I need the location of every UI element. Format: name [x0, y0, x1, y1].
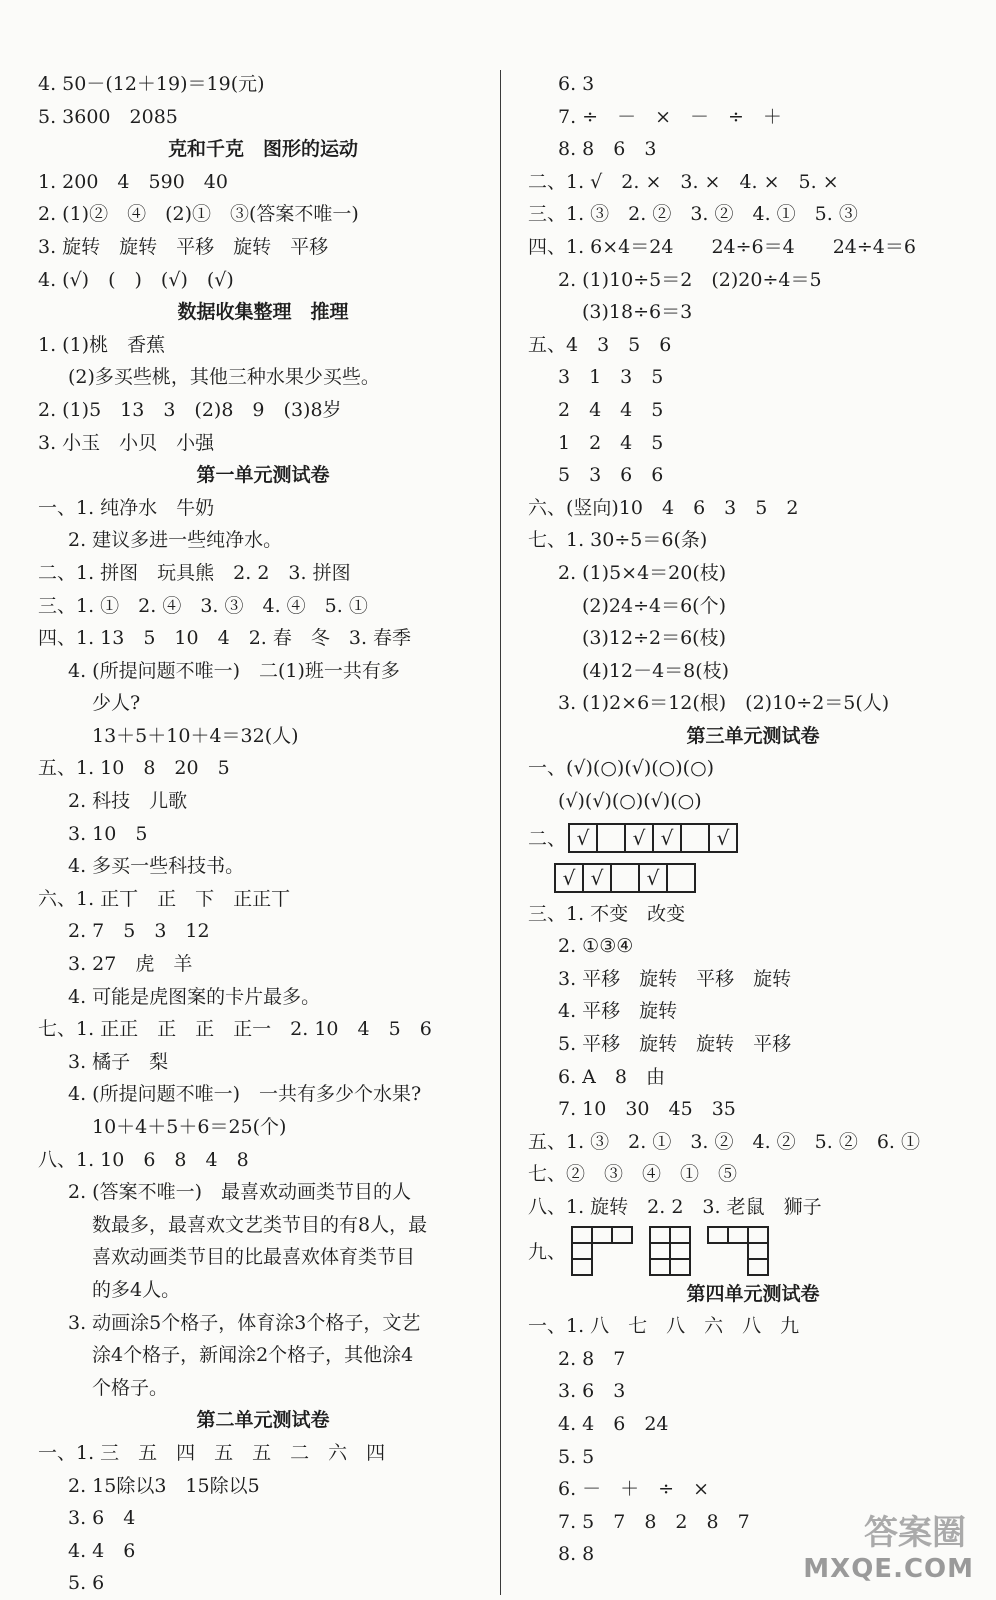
answer-line: 3. 27 虎 羊	[68, 953, 193, 976]
answer-line: 5. 6	[68, 1572, 105, 1595]
answer-line: 4. (√) ( ) (√) (√)	[38, 268, 234, 291]
answer-line: 3. 橘子 梨	[68, 1050, 169, 1073]
cube-net-figure-2	[648, 1225, 692, 1277]
answer-line: 二、1. 拼图 玩具熊 2. 2 3. 拼图	[38, 561, 351, 584]
answer-line: 2. (1)10÷5＝2 (2)20÷4＝5	[558, 268, 822, 291]
left-column	[38, 68, 488, 1600]
answer-line: 四、1. 13 5 10 4 2. 春 冬 3. 春季	[38, 627, 412, 650]
answer-line: 一、1. 八 七 八 六 八 九	[528, 1315, 800, 1338]
answer-box: √	[568, 823, 598, 853]
section-heading: 数据收集整理 推理	[177, 301, 349, 324]
answer-box	[610, 863, 640, 893]
answer-line: 三、1. 不变 改变	[528, 902, 686, 925]
answer-line: 一、(√)(○)(√)(○)(○)	[528, 757, 715, 780]
net-figures-row	[528, 1224, 978, 1278]
answer-line: 3. 平移 旋转 平移 旋转	[558, 967, 792, 990]
answer-line: 3. 小玉 小贝 小强	[38, 431, 215, 454]
answer-line: 七、1. 正正 正 正 正一 2. 10 4 5 6	[38, 1018, 432, 1041]
answer-line: 4. 平移 旋转	[558, 1000, 678, 1023]
answer-line: 2. 15除以3 15除以5	[68, 1474, 260, 1497]
answer-line: 3. 动画涂5个格子，体育涂3个格子，文艺	[68, 1311, 421, 1334]
answer-line: (2)24÷4＝6(个)	[582, 594, 727, 617]
answer-line: 六、1. 正丅 正 下 正正丅	[38, 887, 291, 910]
answer-line: 六、(竖向)10 4 6 3 5 2	[528, 496, 799, 519]
answer-line: (√)(√)(○)(√)(○)	[558, 790, 702, 813]
answer-line: 8. 8	[558, 1543, 595, 1566]
answer-line: 少人?	[92, 692, 141, 715]
answer-line: (3)18÷6＝3	[582, 301, 693, 324]
answer-line: (4)12－4＝8(枝)	[582, 659, 730, 682]
answer-line: 5. 3600 2085	[38, 105, 178, 128]
answer-line: 个格子。	[92, 1376, 169, 1399]
answer-line: (2)多买些桃，其他三种水果少买些。	[68, 366, 380, 389]
answer-line: 2. (1)5×4＝20(枝)	[558, 561, 727, 584]
answer-box	[596, 823, 626, 853]
answer-line: 6. A 8 由	[558, 1065, 665, 1088]
answer-line: (3)12÷2＝6(枝)	[582, 627, 727, 650]
answer-line: 3 1 3 5	[558, 366, 664, 389]
answer-line: 八、1. 旋转 2. 2 3. 老鼠 狮子	[528, 1196, 822, 1218]
question-number: 二、	[528, 828, 567, 851]
answer-line: 5 3 6 6	[558, 464, 664, 487]
answer-line: 2. (1)5 13 3 (2)8 9 (3)8岁	[38, 398, 342, 421]
answer-line: 2. (答案不唯一) 最喜欢动画类节目的人	[68, 1181, 411, 1204]
answer-line: 2. ①③④	[558, 935, 634, 958]
answer-line: 五、4 3 5 6	[528, 333, 672, 356]
answer-line: 6. － ＋ ÷ ×	[558, 1478, 710, 1501]
watermark-site: MXQE.COM	[803, 1554, 974, 1584]
answer-line: 五、1. ③ 2. ① 3. ② 4. ② 5. ② 6. ①	[528, 1130, 921, 1153]
check-box-row-2	[528, 858, 978, 898]
answer-line: 2 4 4 5	[558, 398, 664, 421]
answer-line: 2. 科技 儿歌	[68, 790, 188, 813]
section-heading: 克和千克 图形的运动	[167, 138, 358, 161]
question-number: 九、	[528, 1241, 567, 1264]
cube-net-figure-3	[706, 1225, 770, 1277]
answer-line: 2. 建议多进一些纯净水。	[68, 529, 283, 552]
answer-line: 四、1. 6×4＝24 24÷6＝4 24÷4＝6	[528, 235, 916, 258]
answer-line: 1 2 4 5	[558, 431, 664, 454]
answer-line: 1. 200 4 590 40	[38, 170, 228, 193]
unit-test-title: 第三单元测试卷	[686, 724, 820, 747]
answer-line: 5. 5	[558, 1445, 595, 1468]
answer-box	[666, 863, 696, 893]
answer-line: 2. 8 7	[558, 1347, 626, 1370]
answer-line: 3. (1)2×6＝12(根) (2)10÷2＝5(人)	[558, 692, 890, 715]
check-box-row-1	[528, 818, 978, 858]
answer-line: 4. 4 6	[68, 1539, 136, 1562]
answer-line: 三、1. ① 2. ④ 3. ③ 4. ④ 5. ①	[38, 594, 368, 617]
answer-line: 一、1. 纯净水 牛奶	[38, 496, 215, 519]
answer-line: 涂4个格子，新闻涂2个格子，其他涂4	[92, 1344, 414, 1367]
answer-line: 5. 平移 旋转 旋转 平移	[558, 1033, 792, 1056]
answer-line: 4. 可能是虎图案的卡片最多。	[68, 985, 321, 1008]
answer-line: 二、1. √ 2. × 3. × 4. × 5. ×	[528, 170, 839, 193]
answer-box: √	[652, 823, 682, 853]
cube-net-figure-1	[570, 1225, 634, 1277]
answer-box	[680, 823, 710, 853]
answer-line: 7. 10 30 45 35	[558, 1098, 736, 1121]
column-divider	[500, 70, 501, 1595]
answer-line: 七、1. 30÷5＝6(条)	[528, 529, 708, 552]
right-column	[528, 68, 978, 1571]
answer-line: 7. ÷ － × － ÷ ＋	[558, 105, 782, 128]
answer-line: 喜欢动画类节目的比最喜欢体育类节目	[92, 1246, 416, 1269]
answer-line: 4. (所提问题不唯一) 一共有多少个水果?	[68, 1083, 422, 1106]
answer-box: √	[624, 823, 654, 853]
answer-line: 3. 6 4	[68, 1507, 136, 1530]
answer-line: 4. (所提问题不唯一) 二(1)班一共有多	[68, 659, 400, 682]
answer-line: 6. 3	[558, 73, 595, 95]
answer-line: 3. 6 3	[558, 1380, 626, 1403]
answer-line: 数最多，最喜欢文艺类节目的有8人，最	[92, 1213, 428, 1236]
answer-line: 7. 5 7 8 2 8 7	[558, 1510, 750, 1533]
answer-line: 七、② ③ ④ ① ⑤	[528, 1163, 738, 1186]
answer-line: 的多4人。	[92, 1278, 181, 1301]
answer-box: √	[554, 863, 584, 893]
answer-line: 2. (1)② ④ (2)① ③(答案不唯一)	[38, 203, 359, 226]
answer-line: 2. 7 5 3 12	[68, 920, 210, 943]
answer-line: 8. 8 6 3	[558, 138, 657, 161]
answer-box: √	[582, 863, 612, 893]
watermark-logo: 答案圈	[864, 1513, 966, 1553]
unit-test-title: 第一单元测试卷	[196, 464, 330, 487]
answer-line: 4. 多买一些科技书。	[68, 855, 245, 878]
answer-line: 一、1. 三 五 四 五 五 二 六 四	[38, 1441, 386, 1464]
answer-line: 三、1. ③ 2. ② 3. ② 4. ① 5. ③	[528, 203, 858, 226]
answer-line: 五、1. 10 8 20 5	[38, 757, 230, 780]
answer-line: 1. (1)桃 香蕉	[38, 333, 166, 356]
answer-box: √	[638, 863, 668, 893]
answer-line: 4. 4 6 24	[558, 1412, 669, 1435]
answer-line: 10＋4＋5＋6＝25(个)	[92, 1116, 287, 1138]
answer-line: 13＋5＋10＋4＝32(人)	[92, 724, 299, 747]
unit-test-title: 第四单元测试卷	[686, 1282, 820, 1305]
answer-box: √	[708, 823, 738, 853]
answer-line: 八、1. 10 6 8 4 8	[38, 1148, 249, 1171]
answer-line: 3. 旋转 旋转 平移 旋转 平移	[38, 235, 329, 258]
answer-line: 4. 50－(12＋19)＝19(元)	[38, 73, 265, 95]
unit-test-title: 第二单元测试卷	[196, 1409, 330, 1432]
answer-line: 3. 10 5	[68, 822, 148, 845]
